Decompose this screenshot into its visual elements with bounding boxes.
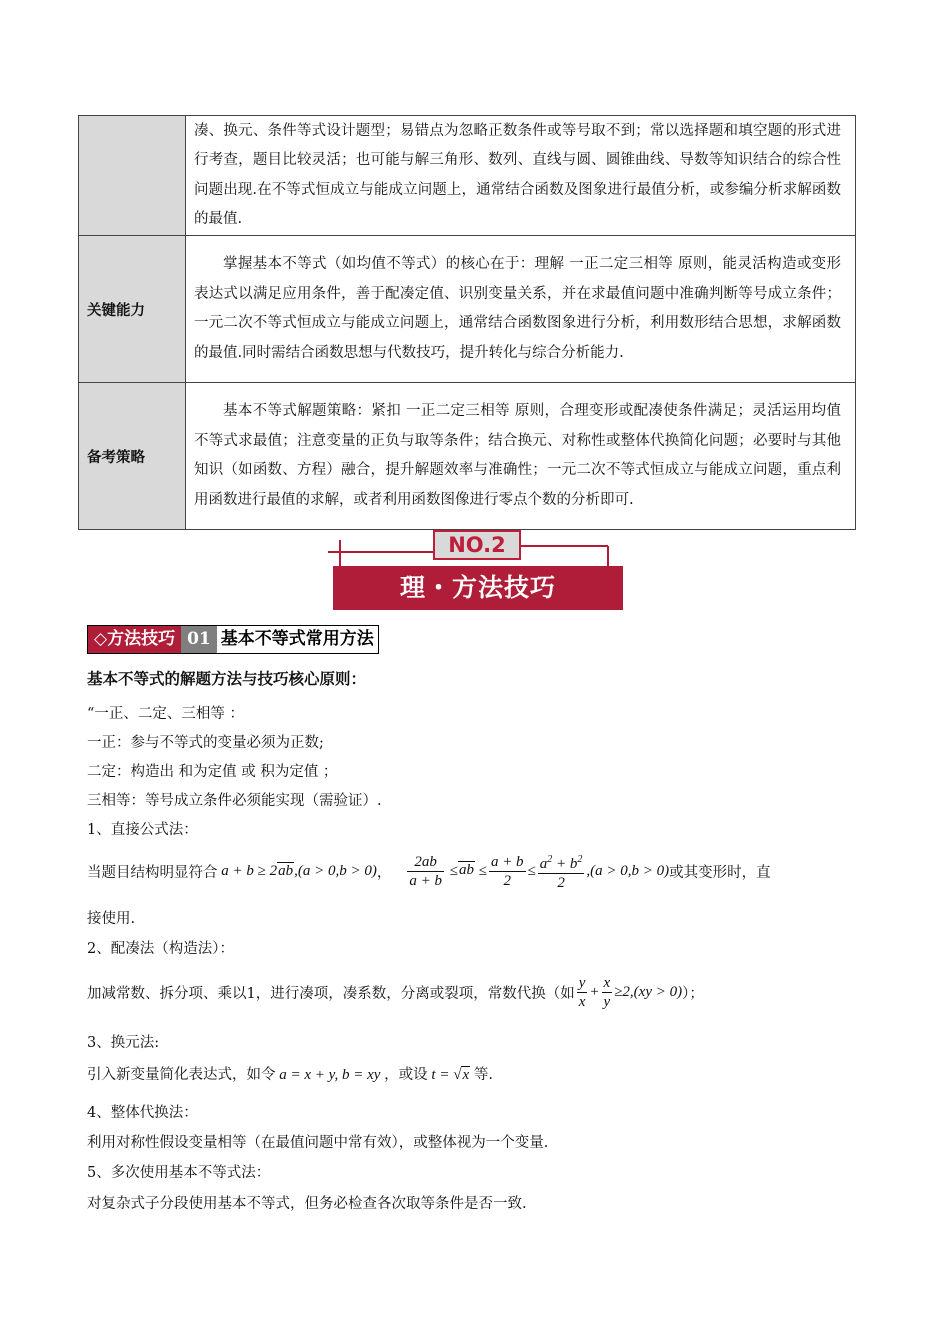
method5-title: 5、多次使用基本不等式法： <box>87 1165 271 1181</box>
method1-line: 当题目结构明显符合 a + b ≥ 2ab,(a > 0,b > 0) ， $\frac{2ab}{a + b}$ ≤ab ≤ $\frac{a + b}{2}$ ≤ $\frac{a^2 + b^2}{2}$ ,(a > 0,b > 0) 或其变形时，直 <box>87 849 865 893</box>
method4-title: 4、整体代换法： <box>87 1105 198 1121</box>
formula-sqrt-sub: t = √x <box>427 1067 470 1083</box>
table-row <box>79 116 856 236</box>
method2-title: 2、配凑法（构造法）： <box>87 941 234 957</box>
section-number: 01 <box>181 626 217 653</box>
principle-1: 一正：参与不等式的变量必须为正数; <box>87 735 324 751</box>
banner-title: 理・方法技巧 <box>333 566 623 610</box>
formula-am-gm: a + b ≥ 2ab,(a > 0,b > 0) <box>217 862 377 879</box>
row3-text: 基本不等式解题策略：紧扣 一正二定三相等 原则，合理变形或配凑使条件满足；灵活运用均值不等式求最值；注意变量的正负与取等条件；结合换元、对称性或整体代换简化问题；必要时与其他知识（如函数、方程）融合，提升解题效率与准确性；一元二次不等式恒成立与能成立问题，重点利用函数进行最值的求解，或者利用函数图像进行零点个数的分析即可. <box>186 383 856 530</box>
method3-title: 3、换元法: <box>87 1035 160 1051</box>
section-title: 基本不等式常用方法 <box>217 626 378 653</box>
section-heading <box>87 625 379 654</box>
formula-means-chain: $\frac{2ab}{a + b}$ ≤ab ≤ $\frac{a + b}{2}$ ≤ $\frac{a^2 + b^2}{2}$ ,(a > 0,b > 0) <box>405 851 669 892</box>
method1-continued: 接使用. <box>87 911 136 927</box>
row2-text: 掌握基本不等式（如均值不等式）的核心在于：理解 一正二定三相等 原则，能灵活构造或变形表达式以满足应用条件，善于配凑定值、识别变量关系，并在求最值问题中准确判断等号成立条件；一元二次不等式恒成立与能成立问题上，通常结合函数图象进行分析，利用数形结合思想，求解函数的最值.同时需结合函数思想与代数技巧，提升转化与综合分析能力. <box>186 236 856 383</box>
table-row <box>79 236 856 383</box>
method5-text: 对复杂式子分段使用基本不等式，但务必检查各次取等条件是否一致. <box>87 1196 527 1212</box>
principle-3: 三相等：等号成立条件必须能实现（需验证）. <box>87 793 382 809</box>
row3-label: 备考策略 <box>79 383 186 530</box>
section-tag: ◇方法技巧 <box>88 626 181 653</box>
formula-substitution: a = x + y, b = xy <box>275 1067 385 1083</box>
info-table <box>78 115 856 530</box>
table-row <box>79 383 856 530</box>
principle: “一正、二定、三相等 ： <box>87 706 245 722</box>
method1-title: 1、直接公式法： <box>87 822 198 838</box>
method2-line: 加减常数、拆分项、乘以1，进行凑项，凑系数，分离或裂项，常数代换（如 $\frac{y}{x}$ + $\frac{x}{y}$ ≥2,(xy > 0) ）； <box>87 974 704 1010</box>
method4-text: 利用对称性假设变量相等（在最值问题中常有效），或整体视为一个变量. <box>87 1135 549 1151</box>
principle-2: 二定：构造出 和为定值 或 积为定值 ； <box>87 764 338 780</box>
banner-number: NO.2 <box>433 530 521 560</box>
formula-reciprocal: $\frac{y}{x}$ + $\frac{x}{y}$ ≥2,(xy > 0) <box>578 974 683 1010</box>
method3-line: 引入新变量简化表达式，如令 a = x + y, b = xy ，或设 t = √x 等. <box>87 1067 493 1083</box>
row1-text: 凑、换元、条件等式设计题型；易错点为忽略正数条件或等号取不到；常以选择题和填空题的形式进行考查，题目比较灵活；也可能与解三角形、数列、直线与圆、圆锥曲线、导数等知识结合的综合性问题出现.在不等式恒成立与能成立问题上，通常结合函数及图象进行最值分析，或参编分析求解函数的最值. <box>186 116 856 236</box>
row1-label <box>79 116 186 236</box>
subtitle: 基本不等式的解题方法与技巧核心原则： <box>87 670 367 688</box>
row2-label: 关键能力 <box>79 236 186 383</box>
